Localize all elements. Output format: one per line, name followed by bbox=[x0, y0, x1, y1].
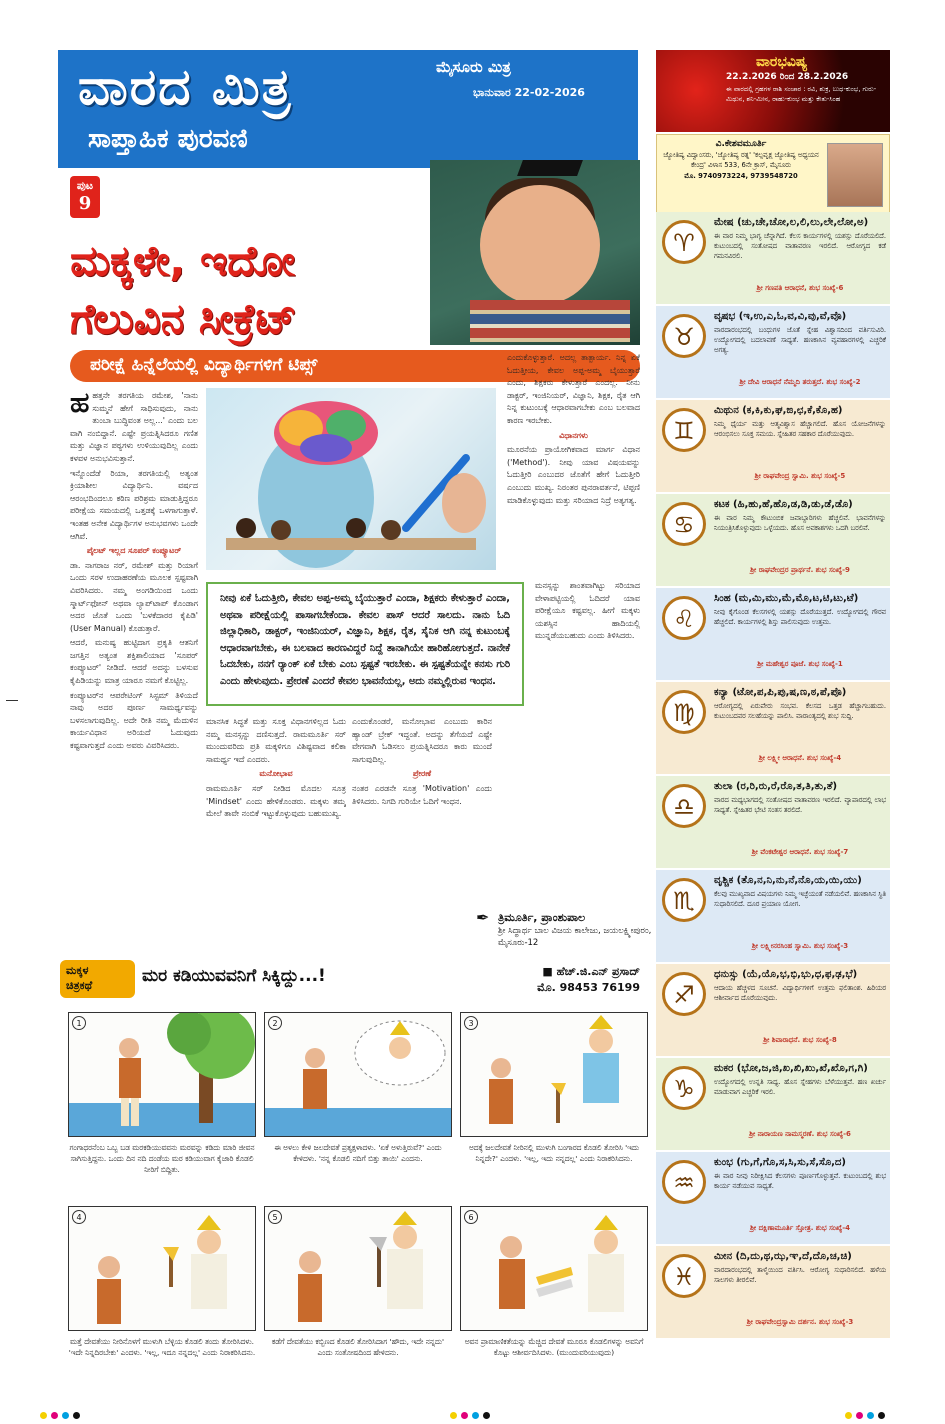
libra-icon: ♎ bbox=[662, 784, 706, 828]
headline-line2: ಗೆಲುವಿನ ಸೀಕ್ರೆಟ್ bbox=[70, 294, 297, 343]
registration-mark bbox=[6, 700, 18, 701]
sign-remedy: ಶ್ರೀ ರಾಘವೇಂದ್ರ ಸ್ವಾಮಿ. ಶುಭ ಸಂಖ್ಯೆ-5 bbox=[754, 472, 846, 480]
comic-label-line1: ಮಕ್ಕಳ bbox=[66, 964, 89, 977]
panel-number: 6 bbox=[464, 1210, 478, 1224]
article-subheading: ಮನೋಭಾವ bbox=[259, 769, 293, 779]
article-paragraph: ಮಾನಸಿಕ ಸಿದ್ಧತೆ ಮತ್ತು ಸೂಕ್ತ ವಿಧಾನಗಳಿಲ್ಲದ ಓದು ನಮ್ಮ ಮನಸ್ಸನ್ನು ದಣಿಸುತ್ತದೆ. ರಾಮಮೂರ್ತಿ ಸರ್ ಮುಂದುವರಿದು ಪ್ರತಿ ಮಕ್ಕಳಿಗೂ ವಿಶಿಷ್ಟವಾದ ಕಲಿಕಾ ಸಾಮರ್ಥ್ಯ ಇದೆ ಎಂದರು. bbox=[206, 717, 346, 764]
virgo-icon: ♍ bbox=[662, 690, 706, 734]
article-subheading: ಪ್ರೇರಣೆ bbox=[412, 769, 432, 779]
horoscope-sidebar bbox=[656, 50, 890, 1380]
color-dot bbox=[878, 1412, 885, 1419]
sign-gemini bbox=[656, 400, 890, 492]
comic-panel-1 bbox=[68, 1012, 256, 1137]
leo-icon: ♌ bbox=[662, 596, 706, 640]
color-dot bbox=[867, 1412, 874, 1419]
sign-remedy: ಶ್ರೀ ಲಕ್ಷ್ಮೀನರಸಿಂಹ ಸ್ವಾಮಿ. ಶುಭ ಸಂಖ್ಯೆ-3 bbox=[751, 942, 849, 950]
article-column-2 bbox=[206, 716, 346, 956]
article-column-3 bbox=[352, 716, 492, 956]
masthead-title: ವಾರದ ಮಿತ್ರ bbox=[78, 58, 293, 116]
article-column-4 bbox=[507, 352, 640, 577]
comic-panel-3 bbox=[460, 1012, 648, 1137]
article-paragraph: ರಾಮಮೂರ್ತಿ ಸರ್ ನೀಡಿದ ಮೊದಲ ಸೂತ್ರ 'Mindset' ಎಂದು ಹೇಳಿಕೊಂಡರು. ಮಕ್ಕಳು ತಮ್ಮ ಮೇಲೆ ತಾವೇ ನಂಬಿಕೆ ಇಟ್ಟುಕೊಳ್ಳುವುದು ಬಹುಮುಖ್ಯ. bbox=[206, 783, 346, 819]
print-color-dots bbox=[40, 1404, 84, 1412]
comic-caption-5: ಕಡೆಗೆ ದೇವತೆಯು ಕಬ್ಬಿಣದ ಕೊಡಲಿ ತೋರಿಸಿದಾಗ 'ಹೌದು, ಇದೇ ನನ್ನದು' ಎಂದು ಸಂತೋಷದಿಂದ ಹೇಳಿದನು. bbox=[271, 1337, 445, 1357]
page-label: ಪುಟ bbox=[76, 179, 94, 192]
horoscope-planet-note: ಈ ವಾರದಲ್ಲಿ ಗ್ರಹಗಳ ರಾಶಿ ಸಂಚಾರ : ರವಿ, ಶುಕ್ರ, ಬುಧ-ಕುಂಭ, ಗುರು-ಮಿಥುನ, ಶನಿ-ಮೀನ, ರಾಹು-ಕುಂಭ ಮತ್ತು ಕೇತು-ಸಿಂಹ bbox=[726, 85, 877, 103]
author-affiliation: ಶ್ರೀ ಸಿದ್ಧಾರ್ಥ ಬಾಲ ವಿಜಯ ಕಾಲೇಜು, ಜಯಲಕ್ಷ್ಮೀಪುರಂ, ಮೈಸೂರು-12 bbox=[498, 926, 652, 948]
sign-name: ಮಕರ (ಭೋ,ಜ,ಜಿ,ಖ,ಖಿ,ಖು,ಖೆ,ಖೊ,ಗ,ಗಿ) bbox=[714, 1063, 868, 1074]
sign-remedy: ಶ್ರೀ ರಾಘವೇಂದ್ರಸ್ವಾಮಿ ದರ್ಶನ. ಶುಭ ಸಂಖ್ಯೆ-3 bbox=[746, 1318, 854, 1326]
article-paragraph: ಹತ್ತನೇ ತರಗತಿಯ ರಮೇಶ, 'ನಾನು ಸುಮ್ಮನೆ ಹೇಗೆ ಸಾಧಿಸುವುದು, ನಾನು ತುಂಬಾ ಬುದ್ಧಿವಂತ ಅಲ್ಲ...' ಎಂದು ಬಲ ವಾಗಿ ನಂಬಿದ್ದಾನೆ. ಎಷ್ಟೇ ಪ್ರಯತ್ನಿಸಿದರೂ ಗಣಿತ ಮತ್ತು ವಿಜ್ಞಾನ ಪಠ್ಯಗಳು ಉಳಿಯುವುದಿಲ್ಲ ಎಂದು ಕಳವಳ ಅನುಭವಿಸುತ್ತಾನೆ. bbox=[70, 391, 198, 463]
comic-panel-6 bbox=[460, 1206, 648, 1331]
aquarius-icon: ♒ bbox=[662, 1160, 706, 1204]
astrologer-info bbox=[661, 139, 821, 181]
sign-pisces bbox=[656, 1246, 890, 1338]
horoscope-title: ವಾರಭವಿಷ್ಯ bbox=[756, 54, 808, 70]
sign-remedy: ಶ್ರೀ ನಾರಾಯಣ ನಾಮಸ್ಮರಣೆ. ಶುಭ ಸಂಖ್ಯೆ-6 bbox=[749, 1130, 851, 1138]
sign-leo bbox=[656, 588, 890, 680]
article-paragraph: ಇನ್ನೊಂದೆಡೆ ರಿಯಾ, ತರಗತಿಯಲ್ಲಿ ಅತ್ಯಂತ ಕ್ರಿಯಾಶೀಲ ವಿದ್ಯಾರ್ಥಿನಿ. ವರ್ಷದ ಆರಂಭದಿಂದಲೂ ಕಠಿಣ ಪರಿಶ್ರಮ ಮಾಡುತ್ತಿದ್ದರೂ ಪರೀಕ್ಷೆಯ ಸಮಯದಲ್ಲಿ ಒತ್ತಡಕ್ಕೆ ಒಳಗಾಗುತ್ತಾಳೆ. ಇಂತಹ ಅನೇಕ ವಿದ್ಯಾರ್ಥಿಗಳ ಅನುಭವಗಳು ಒಂದೇ ಆಗಿವೆ. bbox=[70, 468, 198, 541]
comic-caption-3: ಅದಕ್ಕೆ ಜಲದೇವತೆ ನೀರಿನಲ್ಲಿ ಮುಳುಗಿ ಬಂಗಾರದ ಕೊಡಲಿ ತೋರಿಸಿ 'ಇದು ನಿನ್ನದೇ?' ಎಂದಳು. 'ಇಲ್ಲ, ಇದು ನನ್ನದಲ್ಲ' ಎಂದು ನಿರಾಕರಿಸಿದನು. bbox=[468, 1143, 640, 1163]
panel-number: 1 bbox=[72, 1016, 86, 1030]
color-dot bbox=[483, 1412, 490, 1419]
article-column-4b bbox=[535, 580, 640, 905]
sign-name: ಕುಂಭ (ಗು,ಗೆ,ಗೊ,ಸ,ಸಿ,ಸು,ಸೆ,ಸೊ,ದ) bbox=[714, 1157, 846, 1168]
brain-illustration bbox=[206, 388, 496, 570]
color-dot bbox=[73, 1412, 80, 1419]
color-dot bbox=[845, 1412, 852, 1419]
drop-cap: ಹ bbox=[70, 390, 90, 419]
comic-author: ■ ಹೆಚ್.ಜಿ.ಎನ್ ಪ್ರಸಾದ್ bbox=[542, 965, 640, 978]
sign-remedy: ಶ್ರೀ ಮಹೇಶ್ವರ ಪೂಜೆ. ಶುಭ ಸಂಖ್ಯೆ-1 bbox=[757, 660, 843, 668]
sign-name: ವೃಶ್ಚಿಕ (ತೊ,ನ,ನಿ,ನು,ನೆ,ನೊ,ಯ,ಯಿ,ಯು) bbox=[714, 875, 862, 886]
graduation-cap-icon bbox=[517, 160, 583, 176]
article-paragraph: ಆದರೆ, ಮನುಷ್ಯ ಹುಟ್ಟಿದಾಗ ಪ್ರಕೃತಿ ಆತನಿಗೆ ಜಗತ್ತಿನ ಅತ್ಯಂತ ಶಕ್ತಿಶಾಲಿಯಾದ 'ಸೂಪರ್ ಕಂಪ್ಯೂಟರ್' ನೀಡಿದೆ. ಆದರೆ ಅದನ್ನು ಬಳಸುವ ಕೈಪಿಡಿಯನ್ನು ಮಾತ್ರ ಯಾರೂ ನಮಗೆ ಕೊಟ್ಟಿಲ್ಲ. bbox=[70, 638, 198, 686]
sign-remedy: ಶ್ರೀ ದಕ್ಷಿಣಾಮೂರ್ತಿ ಸ್ತೋತ್ರ. ಶುಭ ಸಂಖ್ಯೆ-4 bbox=[749, 1224, 851, 1232]
article-paragraph: ಡಾ. ನಾಗರಾಜ ನರ್, ರಮೇಶ್ ಮತ್ತು ರಿಯಾಗೆ ಒಂದು ಸರಳ ಉದಾಹರಣೆಯ ಮೂಲಕ ಸ್ಪಷ್ಟವಾಗಿ ವಿವರಿಸಿದರು. ನಮ್ಮ ಅಂಗಡಿಯಿಂದ ಒಂದು ಸ್ಮಾರ್ಟ್‌ಫೋನ್ ಅಥವಾ ಲ್ಯಾಪ್‌ಟಾಪ್ ಕೊಂಡಾಗ ಅದರ ಜೊತೆ ಒಂದು 'ಬಳಕೆದಾರರ ಕೈಪಿಡಿ' (User Manual) ಕೊಡುತ್ತಾರೆ. bbox=[70, 560, 198, 633]
panel-number: 3 bbox=[464, 1016, 478, 1030]
sign-text: ವಾರದಾರಂಭದಲ್ಲಿ ತಾಳ್ಮೆಯಿಂದ ವರ್ತಿಸಿ. ಆರೋಗ್ಯ ಸುಧಾರಿಸಲಿದೆ. ಹಳೆಯ ಸಾಲಗಳು ತೀರಲಿವೆ. bbox=[714, 1266, 886, 1284]
astrologer-photo bbox=[827, 143, 883, 207]
article-subheading: ಪೈಲಟ್ ಇಲ್ಲದ ಸೂಪರ್ ಕಂಪ್ಯೂಟರ್ bbox=[86, 546, 182, 556]
panel-number: 2 bbox=[268, 1016, 282, 1030]
astrologer-name: ವಿ.ಕೇಶವಮೂರ್ತಿ bbox=[715, 139, 767, 149]
sign-remedy: ಶ್ರೀ ಗಣಪತಿ ಆರಾಧನೆ, ಶುಭ ಸಂಖ್ಯೆ-6 bbox=[756, 284, 844, 292]
sign-name: ಮಿಥುನ (ಕ,ಕಿ,ಕು,ಘ,ಙ,ಛ,ಕೆ,ಕೊ,ಹ) bbox=[714, 405, 843, 416]
sign-text: ಆರೋಗ್ಯದಲ್ಲಿ ಏರುಪೇರು ಸಂಭವ. ಕೆಲಸದ ಒತ್ತಡ ಹೆಚ್ಚಾಗಬಹುದು. ಕುಟುಂಬದವರ ಸಲಹೆಯನ್ನು ಪಾಲಿಸಿ. ವಾರಾಂತ್ಯದಲ್ಲಿ ಶುಭ ಸುದ್ದಿ. bbox=[714, 702, 886, 720]
sign-virgo bbox=[656, 682, 890, 774]
sign-capricorn bbox=[656, 1058, 890, 1150]
sign-remedy: ಶ್ರೀ ದೇವಿ ಆರಾಧನೆ ನೆಮ್ಮದಿ ತರುತ್ತದೆ. ಶುಭ ಸಂಖ್ಯೆ-2 bbox=[739, 378, 861, 386]
article-paragraph: ಎಂದುಕೊಳ್ಳುತ್ತಾರೆ. ಅದಲ್ಲ ತಾತ್ಪಾರ್ಯ. ನಿನ್ನ ಏಕೆ ಓದುತ್ತೀಯ, ಕೇವಲ ಅಪ್ಪ-ಅಮ್ಮ ಬೈಯುತ್ತಾರೆ ಎಂದು, ಶಿಕ್ಷಕರು ಕೇಳುತ್ತಾರೆ ಎಂದಲ್ಲ. ನೀನು ಡಾಕ್ಟರ್, ಇಂಜಿನಿಯರ್, ವಿಜ್ಞಾನಿ, ಶಿಕ್ಷಕ, ರೈತ ಆಗಿ ನಿನ್ನ ಕುಟುಂಬಕ್ಕೆ ಆಧಾರವಾಗಬೇಕು ಎಂಬ ಬಲವಾದ ಕಾರಣ ಇರಬೇಕು. bbox=[507, 353, 640, 425]
panel-number: 5 bbox=[268, 1210, 282, 1224]
comic-title: ಮರ ಕಡಿಯುವವನಿಗೆ ಸಿಕ್ಕಿದ್ದು...! bbox=[142, 966, 326, 986]
pull-quote: ನೀವು ಏಕೆ ಓದುತ್ತೀರಿ, ಕೇವಲ ಅಪ್ಪ-ಅಮ್ಮ ಬೈಯುತ್ತಾರೆ ಎಂದಾ, ಶಿಕ್ಷಕರು ಕೇಳುತ್ತಾರೆ ಎಂದಾ, ಅಥವಾ ಪರೀಕ್ಷೆಯಲ್ಲಿ ಪಾಸಾಗಬೇಕೆಂದಾ. ಕೇವಲ ಪಾಸ್ ಆದರೆ ಸಾಲದು. ನಾನು ಓದಿ ಜಿಲ್ಲಾಧಿಕಾರಿ, ಡಾಕ್ಟರ್, ಇಂಜಿನಿಯರ್, ವಿಜ್ಞಾನಿ, ಶಿಕ್ಷಕ, ರೈತ, ಸೈನಿಕ ಆಗಿ ನನ್ನ ಕುಟುಂಬಕ್ಕೆ ಆಧಾರವಾಗಬೇಕು, ಈ ಬಲವಾದ ಕಾರಣವಿದ್ದರೆ ನಿದ್ದೆ ತಾನಾಗಿಯೇ ಹಾರಿಹೋಗುತ್ತದೆ. ನಾನೇಕೆ ಓದಬೇಕು, ನನಗೆ ರ‍್ಯಾಂಕ್ ಏಕೆ ಬೇಕು ಎಂಬ ಸ್ಪಷ್ಟತೆ ಇರಬೇಕು. ಈ ಸ್ಪಷ್ಟತೆಯನ್ನೇ ಕನಸು ಗುರಿ ಎಂದು ಹೇಳುವುದು. ಪ್ರೇರಣೆ ಎಂದರೆ ಕೇವಲ ಭಾವನೆಯಲ್ಲ, ಅದು ನಮ್ಮಲ್ಲಿರುವ ಇಂಧನ. bbox=[206, 582, 524, 706]
color-dot bbox=[62, 1412, 69, 1419]
sign-name: ಸಿಂಹ (ಮ,ಮಿ,ಮು,ಮೆ,ಮೊ,ಟ,ಟಿ,ಟು,ಟೆ) bbox=[714, 593, 859, 604]
article-paragraph: ನಂತರ ಎರಡನೇ ಸೂತ್ರ 'Motivation' ಎಂದು ತಿಳಿಸಿದರು. ನಿಗದಿ ಗುರಿಯೇ ಓದಿಗೆ ಇಂಧನ. bbox=[352, 783, 492, 806]
sign-text: ಆದಾಯ ಹೆಚ್ಚಳದ ಸೂಚನೆ. ವಿದ್ಯಾರ್ಥಿಗಳಿಗೆ ಉತ್ತಮ ಫಲಿತಾಂಶ. ಹಿರಿಯರ ಆಶೀರ್ವಾದ ದೊರೆಯುವುದು. bbox=[714, 984, 886, 1002]
comic-strip bbox=[60, 960, 644, 1370]
comic-label-line2: ಚಿತ್ರಕಥೆ bbox=[66, 979, 93, 992]
sign-remedy: ಶ್ರೀ ಲಕ್ಷ್ಮೀ ಆರಾಧನೆ. ಶುಭ ಸಂಖ್ಯೆ-4 bbox=[758, 754, 842, 762]
color-dot bbox=[40, 1412, 47, 1419]
sign-name: ಮೀನ (ದಿ,ದು,ಥ,ಝ,ಞ,ದೆ,ದೊ,ಚ,ಚಿ) bbox=[714, 1251, 852, 1262]
comic-label bbox=[60, 960, 135, 998]
taurus-icon: ♉ bbox=[662, 314, 706, 358]
woodcutter-tree-illustration bbox=[69, 1013, 256, 1137]
scorpio-icon: ♏ bbox=[662, 878, 706, 922]
sign-text: ಕೆಲವು ಮುಖ್ಯವಾದ ವಿಷಯಗಳು ನಿಮ್ಮ ಇಚ್ಛೆಯಂತೆ ನಡೆಯಲಿವೆ. ಹಣಕಾಸಿನ ಸ್ಥಿತಿ ಸುಧಾರಿಸಲಿದೆ. ದೂರ ಪ್ರಯಾಣ ಯೋಗ. bbox=[714, 890, 886, 908]
comic-panel-5 bbox=[264, 1206, 452, 1331]
headline bbox=[70, 232, 450, 348]
print-color-dots bbox=[450, 1404, 494, 1412]
sign-cancer bbox=[656, 494, 890, 586]
masthead-date: ಭಾನುವಾರ 22-02-2026 bbox=[473, 86, 585, 99]
comic-caption-2: ಈ ಅಳಲು ಕೇಳಿ ಜಲದೇವತೆ ಪ್ರತ್ಯಕ್ಷಳಾದಳು. 'ಏಕೆ ಅಳುತ್ತಿರುವೆ?' ಎಂದು ಕೇಳಿದಳು. 'ನನ್ನ ಕೊಡಲಿ ನದಿಗೆ ಬಿತ್ತು ತಾಯಿ' ಎಂದನು. bbox=[274, 1143, 442, 1163]
comic-panel-2 bbox=[264, 1012, 452, 1137]
aries-icon: ♈ bbox=[662, 220, 706, 264]
woodcutter-goddess-illustration bbox=[265, 1013, 452, 1137]
horoscope-header bbox=[656, 50, 890, 132]
sign-name: ವೃಷಭ (ಇ,ಉ,ಎ,ಓ,ವ,ವಿ,ವು,ವೆ,ವೊ) bbox=[714, 311, 847, 322]
article-paragraph: ಮನಸ್ಸನ್ನು ಶಾಂತವಾಗಿಟ್ಟು ಸರಿಯಾದ ವೇಳಾಪಟ್ಟಿಯಲ್ಲಿ ಓದಿದರೆ ಯಾವ ಪರೀಕ್ಷೆಯೂ ಕಷ್ಟವಲ್ಲ. ಹೀಗೆ ಮಕ್ಕಳು ಯಶಸ್ಸಿನ ಹಾದಿಯಲ್ಲಿ ಮುನ್ನಡೆಯಬಹುದು ಎಂದು ತಿಳಿಸಿದರು. bbox=[535, 581, 640, 641]
article-paragraph: ಮೂರನೆಯ ಪ್ರಾಯೋಗಿಕವಾದ ಮಾರ್ಗ ವಿಧಾನ ('Method'). ನೀವು ಯಾವ ವಿಷಯವನ್ನು ಓದುತ್ತೀರಿ ಎಂಬುದರ ಜೊತೆಗೆ ಹೇಗೆ ಓದುತ್ತೀರಿ ಎಂಬುದು ಮುಖ್ಯ. ನಿರಂತರ ಪುನರಾವರ್ತನೆ, ಟಿಪ್ಪಣಿ ಮಾಡಿಕೊಳ್ಳುವುದು ಮತ್ತು ಸರಿಯಾದ ನಿದ್ರೆ ಅತ್ಯಗತ್ಯ. bbox=[507, 445, 640, 505]
pen-icon: ✒ bbox=[476, 908, 490, 927]
sign-text: ವಾರದ ಮಧ್ಯಭಾಗದಲ್ಲಿ ಸಂತೋಷದ ವಾತಾವರಣ ಇರಲಿದೆ. ವ್ಯಾಪಾರದಲ್ಲಿ ಲಾಭ ಸಾಧ್ಯತೆ. ಸ್ನೇಹಿತರ ಭೇಟಿ ಸಂತಸ ತರಲಿದೆ. bbox=[714, 796, 886, 814]
three-axes-illustration bbox=[461, 1207, 648, 1331]
sign-remedy: ಶ್ರೀ ವೆಂಕಟೇಶ್ವರ ಆರಾಧನೆ. ಶುಭ ಸಂಖ್ಯೆ-7 bbox=[751, 848, 849, 856]
iron-axe-illustration bbox=[265, 1207, 452, 1331]
astrologer-details: ಜ್ಯೋತಿಷ್ಯ ವಿದ್ವಾಂಸರು, 'ಜ್ಯೋತಿಷ್ಯ ರತ್ನ' 'ಕಲ್ಪವೃಕ್ಷ ಜ್ಯೋತಿಷ್ಯ ಅಧ್ಯಯನ ಕೇಂದ್ರ' ವಿಳಾಸ 533, 6ನೇ ಕ್ರಾಸ್, ಮೈಸೂರು bbox=[663, 150, 819, 169]
pisces-icon: ♓ bbox=[662, 1254, 706, 1298]
article-paragraph: ಕಂಪ್ಯೂಟರ್‌ನ ಆಪರೇಟಿಂಗ್ ಸಿಸ್ಟಮ್ ತಿಳಿಯದೆ ನಾವು ಅದರ ಪೂರ್ಣ ಸಾಮರ್ಥ್ಯವನ್ನು ಬಳಸಲಾಗುವುದಿಲ್ಲ. ಅದೇ ರೀತಿ ನಮ್ಮ ಮೆದುಳಿನ ಕಾರ್ಯವಿಧಾನ ಅರಿಯದೆ ಓದುವುದು ಕಷ್ಟವಾಗುತ್ತದೆ ಎಂದು ಅವರು ವಿವರಿಸಿದರು. bbox=[70, 690, 198, 751]
sign-name: ಮೇಷ (ಚು,ಚೇ,ಚೋ,ಲ,ಲಿ,ಲು,ಲೇ,ಲೋ,ಅ) bbox=[714, 217, 869, 228]
comic-caption-4: ಮತ್ತೆ ದೇವತೆಯು ನೀರಿನೊಳಗೆ ಮುಳುಗಿ ಬೆಳ್ಳಿಯ ಕೊಡಲಿ ತಂದು ತೋರಿಸಿದಳು. 'ಇದೇ ನಿನ್ನದಿರಬೇಕು' ಎಂದಳು. 'ಇಲ್ಲ, ಇದೂ ನನ್ನದಲ್ಲ' ಎಂದು ನಿರಾಕರಿಸಿದನು. bbox=[68, 1337, 256, 1357]
color-dot bbox=[472, 1412, 479, 1419]
sign-text: ನೀವು ಕೈಗೊಂಡ ಕೆಲಸಗಳಲ್ಲಿ ಯಶಸ್ಸು ದೊರೆಯುತ್ತದೆ. ಉದ್ಯೋಗದಲ್ಲಿ ಗೌರವ ಹೆಚ್ಚಲಿದೆ. ಕಾರ್ಯಗಳಲ್ಲಿ ಶಿಸ್ತು ಪಾಲಿಸುವುದು ಉತ್ತಮ. bbox=[714, 608, 886, 626]
sign-text: ವಾರದಾರಂಭದಲ್ಲಿ ಬಂಧುಗಳ ಜೊತೆ ಸ್ನೇಹ ವಿಶ್ವಾಸದಿಂದ ವರ್ತಿಸುವಿರಿ. ಉದ್ಯೋಗದಲ್ಲಿ ಬದಲಾವಣೆ ಸಾಧ್ಯತೆ. ಹಣಕಾಸಿನ ವ್ಯವಹಾರಗಳಲ್ಲಿ ಎಚ್ಚರಿಕೆ ಅಗತ್ಯ. bbox=[714, 326, 886, 354]
panel-number: 4 bbox=[72, 1210, 86, 1224]
sign-aquarius bbox=[656, 1152, 890, 1244]
sign-name: ತುಲಾ (ರ,ರಿ,ರು,ರೆ,ರೊ,ತ,ತಿ,ತು,ತೆ) bbox=[714, 781, 838, 792]
comic-byline bbox=[537, 964, 640, 996]
capricorn-icon: ♑ bbox=[662, 1066, 706, 1110]
sign-libra bbox=[656, 776, 890, 868]
page-number: 9 bbox=[78, 193, 92, 214]
astrologer-phone: ಮೊ. 9740973224, 9739548720 bbox=[684, 171, 798, 180]
author-credit bbox=[476, 908, 656, 949]
sign-name: ಕಟಕ (ಹಿ,ಹು,ಹೆ,ಹೊ,ಡ,ಡಿ,ಡು,ಡೆ,ಡೊ) bbox=[714, 499, 853, 510]
color-dot bbox=[856, 1412, 863, 1419]
sign-text: ಉದ್ಯೋಗದಲ್ಲಿ ಉನ್ನತಿ ಸಾಧ್ಯ. ಹೊಸ ಸ್ನೇಹಗಳು ಬೆಳೆಯುತ್ತವೆ. ಹಣ ಖರ್ಚು ಮಾಡುವಾಗ ಎಚ್ಚರಿಕೆ ಇರಲಿ. bbox=[714, 1078, 886, 1096]
sign-sagittarius bbox=[656, 964, 890, 1056]
golden-axe-illustration bbox=[461, 1013, 648, 1137]
sign-text: ನಿಮ್ಮ ಧೈರ್ಯ ಮತ್ತು ಆತ್ಮವಿಶ್ವಾಸ ಹೆಚ್ಚಾಗಲಿದೆ. ಹೊಸ ಯೋಜನೆಗಳನ್ನು ಆರಂಭಿಸಲು ಸೂಕ್ತ ಸಮಯ. ಸ್ನೇಹಿತರ ಸಹಕಾರ ದೊರೆಯುವುದು. bbox=[714, 420, 886, 438]
comic-phone: ಮೊ. 98453 76199 bbox=[537, 981, 640, 994]
color-dot bbox=[51, 1412, 58, 1419]
masthead-brand: ಮೈಸೂರು ಮಿತ್ರ bbox=[436, 58, 511, 76]
sign-text: ಈ ವಾರ ನೀವು ನಿರೀಕ್ಷಿಸಿದ ಕೆಲಸಗಳು ಪೂರ್ಣಗೊಳ್ಳುತ್ತವೆ. ಕುಟುಂಬದಲ್ಲಿ ಶುಭ ಕಾರ್ಯ ನಡೆಯುವ ಸಾಧ್ಯತೆ. bbox=[714, 1172, 886, 1190]
cancer-icon: ♋ bbox=[662, 502, 706, 546]
masthead bbox=[58, 50, 638, 168]
brain-illustration-svg bbox=[206, 388, 496, 570]
masthead-subtitle: ಸಾಪ್ತಾಹಿಕ ಪುರವಣಿ bbox=[88, 124, 248, 154]
sign-text: ಈ ವಾರ ನಿಮ್ಮ ಭಾಗ್ಯ ಚೆನ್ನಾಗಿದೆ. ಕೆಲಸ ಕಾರ್ಯಗಳಲ್ಲಿ ಯಶಸ್ಸು ದೊರೆಯಲಿದೆ. ಕುಟುಂಬದಲ್ಲಿ ಸಂತೋಷದ ವಾತಾವರಣ ಇರಲಿದೆ. ಆರೋಗ್ಯದ ಕಡೆ ಗಮನವಿರಲಿ. bbox=[714, 232, 886, 260]
sagittarius-icon: ♐ bbox=[662, 972, 706, 1016]
sign-aries bbox=[656, 212, 890, 304]
sign-remedy: ಶ್ರೀ ರಾಘವೇಂದ್ರರ ಪ್ರಾರ್ಥನೆ. ಶುಭ ಸಂಖ್ಯೆ-9 bbox=[750, 566, 850, 574]
article-paragraph: ಎಂದುಕೊಂಡರೆ, ಮನೋಭಾವ ಎಂಬುದು ಕಾರಿನ ಹ್ಯಾಂಡ್ ಬ್ರೇಕ್ ಇದ್ದಂತೆ. ಅದನ್ನು ತೆಗೆಯದೆ ಎಷ್ಟೇ ವೇಗವಾಗಿ ಓಡಿಸಲು ಪ್ರಯತ್ನಿಸಿದರೂ ಕಾರು ಮುಂದೆ ಸಾಗುವುದಿಲ್ಲ. bbox=[352, 717, 492, 764]
sign-text: ಈ ವಾರ ನಿಮ್ಮ ಕೌಟುಂಬಿಕ ಜವಾಬ್ದಾರಿಗಳು ಹೆಚ್ಚಲಿವೆ. ಭಾವನೆಗಳನ್ನು ನಿಯಂತ್ರಿಸಿಕೊಳ್ಳುವುದು ಒಳ್ಳೆಯದು. ಹೊಸ ಅವಕಾಶಗಳು ಒದಗಿ ಬರಲಿವೆ. bbox=[714, 514, 886, 532]
headline-tagline: ಪರೀಕ್ಷೆ ಹಿನ್ನೆಲೆಯಲ್ಲಿ ವಿದ್ಯಾರ್ಥಿಗಳಿಗೆ ಟಿಪ್ಸ್ bbox=[70, 350, 640, 382]
sign-name: ಧನುಸ್ಸು (ಯೆ,ಯೊ,ಭ,ಭಿ,ಭು,ಧ,ಫ,ಢ,ಭೆ) bbox=[714, 969, 858, 980]
silver-axe-illustration bbox=[69, 1207, 256, 1331]
book-stack-image bbox=[470, 300, 630, 342]
sign-scorpio bbox=[656, 870, 890, 962]
color-dot bbox=[461, 1412, 468, 1419]
hero-child-face bbox=[480, 185, 600, 305]
page-number-badge bbox=[70, 176, 100, 218]
sign-name: ಕನ್ಯಾ (ಟೋ,ಪ,ಪಿ,ಪು,ಷ,ಣ,ಠ,ಪೆ,ಪೊ) bbox=[714, 687, 847, 698]
comic-panel-4 bbox=[68, 1206, 256, 1331]
gemini-icon: ♊ bbox=[662, 408, 706, 452]
comic-caption-6: ಅವನ ಪ್ರಾಮಾಣಿಕತೆಯನ್ನು ಮೆಚ್ಚಿದ ದೇವತೆ ಮೂರೂ ಕೊಡಲಿಗಳನ್ನು ಅವನಿಗೆ ಕೊಟ್ಟು ಆಶೀರ್ವದಿಸಿದಳು. (ಮುಂದುವರಿಯುವುದು) bbox=[464, 1337, 644, 1357]
article-subheading: ವಿಧಾನಗಳು bbox=[559, 430, 588, 440]
color-dot bbox=[450, 1412, 457, 1419]
print-color-dots bbox=[845, 1404, 889, 1412]
sign-remedy: ಶ್ರೀ ಶಿವಾರಾಧನೆ. ಶುಭ ಸಂಖ್ಯೆ-8 bbox=[763, 1036, 837, 1044]
author-name: ತ್ರಿಮೂರ್ತಿ, ಪ್ರಾಂಶುಪಾಲ bbox=[498, 911, 586, 924]
comic-caption-1: ಗಂಗಾಧರನೆಂಬ ಒಬ್ಬ ಬಡ ಮರಕಡಿಯುವವನು ಮರವನ್ನು ಕಡಿದು ಮಾರಿ ಜೀವನ ಸಾಗಿಸುತ್ತಿದ್ದನು. ಒಂದು ದಿನ ನದಿ ದಂಡೆಯ ಮರ ಕಡಿಯುವಾಗ ಕೈಜಾರಿ ಕೊಡಲಿ ನೀರಿಗೆ ಬಿದ್ದಿತು. bbox=[69, 1143, 255, 1174]
headline-line1: ಮಕ್ಕಳೇ, ಇದೋ bbox=[70, 236, 295, 285]
horoscope-dates: 22.2.2026 ರಿಂದ 28.2.2026 bbox=[726, 72, 849, 82]
article-column-1 bbox=[70, 390, 198, 960]
sign-taurus bbox=[656, 306, 890, 398]
